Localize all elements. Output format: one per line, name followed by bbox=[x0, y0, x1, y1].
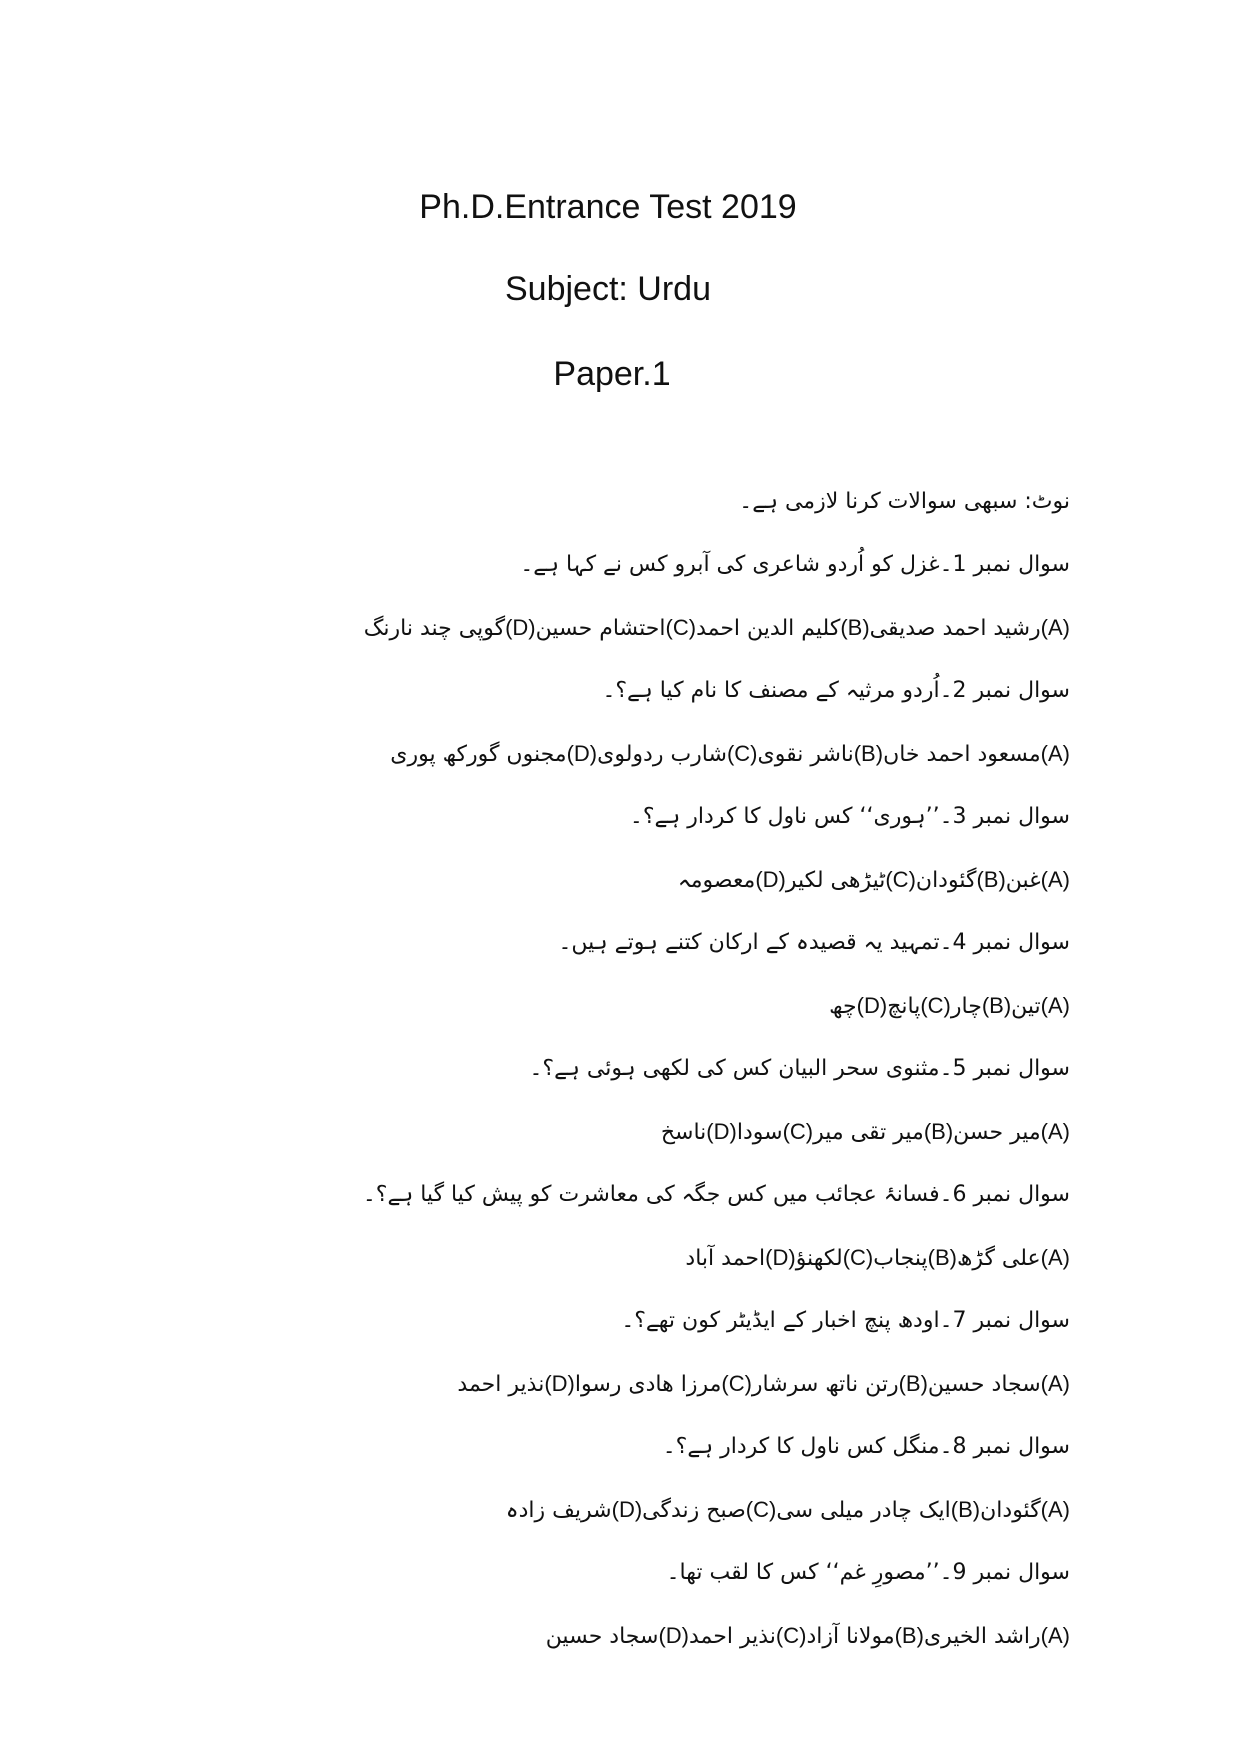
option-letter: (A) bbox=[1040, 615, 1070, 640]
option-text: مجنوں گورکھ پوری bbox=[390, 742, 567, 767]
option-text: احمد آباد bbox=[685, 1246, 766, 1271]
option-letter: (B) bbox=[950, 1497, 981, 1522]
options-5 bbox=[230, 1100, 1070, 1163]
options-9 bbox=[230, 1604, 1070, 1667]
option-letter: (B) bbox=[853, 741, 884, 766]
option-text: گوپی چند نارنگ bbox=[363, 616, 506, 641]
option-letter: (B) bbox=[840, 615, 870, 640]
question-4: سوال نمبر 4۔تمہید یہ قصیدہ کے ارکان کتنے ہوتے ہیں۔ bbox=[558, 930, 1070, 955]
option-letter: (B) bbox=[923, 1119, 954, 1144]
option-text: نذیر احمد bbox=[688, 1624, 776, 1649]
question-1: سوال نمبر 1۔غزل کو اُردو شاعری کی آبرو کس نے کہا ہے۔ bbox=[520, 552, 1070, 577]
option-text: گئودان bbox=[915, 868, 977, 893]
option-text: سجاد حسین bbox=[545, 1624, 659, 1649]
option-text: ٹیڑھی لکیر bbox=[785, 868, 886, 893]
question-list bbox=[230, 470, 1070, 1667]
question-2: سوال نمبر 2۔اُردو مرثیہ کے مصنف کا نام کیا ہے؟۔ bbox=[602, 678, 1070, 703]
option-letter: (C) bbox=[885, 867, 916, 892]
option-text: پانچ bbox=[887, 994, 921, 1019]
option-letter: (C) bbox=[920, 993, 951, 1018]
option-letter: (B) bbox=[981, 993, 1012, 1018]
option-text: سجاد حسین bbox=[927, 1372, 1041, 1397]
option-text: ایک چادر میلی سی bbox=[776, 1498, 951, 1523]
option-text: چار bbox=[950, 994, 982, 1019]
options-3 bbox=[230, 848, 1070, 911]
option-letter: (D) bbox=[544, 1371, 575, 1396]
options-2 bbox=[230, 722, 1070, 785]
option-letter: (C) bbox=[745, 1497, 777, 1522]
option-letter: (A) bbox=[1040, 867, 1070, 892]
option-text: میر حسن bbox=[953, 1120, 1041, 1145]
option-text: نذیر احمد bbox=[457, 1372, 545, 1397]
option-text: مولانا آزاد bbox=[806, 1624, 895, 1649]
option-text: مسعود احمد خاں bbox=[883, 742, 1041, 767]
subject-heading: Subject: Urdu bbox=[505, 270, 711, 308]
option-text: معصومہ bbox=[677, 868, 756, 893]
option-text: چھ bbox=[829, 994, 857, 1019]
option-letter: (A) bbox=[1040, 1623, 1070, 1648]
option-letter: (D) bbox=[505, 615, 536, 640]
option-text: سودا bbox=[736, 1120, 783, 1145]
option-text: غبن bbox=[1005, 868, 1041, 893]
option-letter: (A) bbox=[1040, 1119, 1070, 1144]
options-8 bbox=[230, 1478, 1070, 1541]
option-letter: (B) bbox=[976, 867, 1006, 892]
question-6: سوال نمبر 6۔فسانۂ عجائب میں کس جگہ کی معاشرت کو پیش کیا گیا ہے؟۔ bbox=[362, 1182, 1070, 1207]
question-7: سوال نمبر 7۔اودھ پنچ اخبار کے ایڈیٹر کون تھے؟۔ bbox=[621, 1308, 1070, 1333]
option-text: راشد الخیری bbox=[923, 1624, 1041, 1649]
option-letter: (C) bbox=[726, 741, 758, 766]
option-letter: (C) bbox=[775, 1623, 807, 1648]
option-text: رتن ناتھ سرشار bbox=[751, 1372, 899, 1397]
option-letter: (C) bbox=[721, 1371, 752, 1396]
option-letter: (A) bbox=[1040, 1371, 1070, 1396]
option-letter: (B) bbox=[898, 1371, 928, 1396]
option-text: علی گڑھ bbox=[956, 1246, 1041, 1271]
question-5: سوال نمبر 5۔مثنوی سحر البیان کس کی لکھی ہوئی ہے؟۔ bbox=[529, 1056, 1070, 1081]
option-letter: (A) bbox=[1040, 741, 1070, 766]
question-3: سوال نمبر 3۔’’ہوری‘‘ کس ناول کا کردار ہے؟۔ bbox=[629, 804, 1070, 829]
question-8: سوال نمبر 8۔منگل کس ناول کا کردار ہے؟۔ bbox=[662, 1434, 1070, 1459]
option-text: شریف زادہ bbox=[505, 1498, 612, 1523]
option-letter: (D) bbox=[856, 993, 888, 1018]
instruction-note: نوٹ: سبھی سوالات کرنا لازمی ہے۔ bbox=[739, 489, 1070, 514]
option-letter: (D) bbox=[706, 1119, 737, 1144]
option-text: شارب ردولوی bbox=[597, 742, 727, 767]
option-letter: (B) bbox=[927, 1245, 957, 1270]
option-letter: (D) bbox=[765, 1245, 796, 1270]
paper-heading: Paper.1 bbox=[553, 355, 671, 393]
option-text: لکھنؤ bbox=[795, 1246, 843, 1271]
option-text: صبح زندگی bbox=[642, 1498, 746, 1523]
option-letter: (C) bbox=[842, 1245, 874, 1270]
option-letter: (D) bbox=[611, 1497, 643, 1522]
option-text: ناشر نقوی bbox=[757, 742, 854, 767]
option-letter: (A) bbox=[1040, 993, 1070, 1018]
question-9: سوال نمبر 9۔’’مصورِ غم‘‘ کس کا لقب تھا۔ bbox=[666, 1560, 1070, 1585]
options-1 bbox=[230, 596, 1070, 659]
option-text: پنجاب bbox=[873, 1246, 928, 1271]
options-7 bbox=[230, 1352, 1070, 1415]
options-6 bbox=[230, 1226, 1070, 1289]
option-text: گئودان bbox=[980, 1498, 1041, 1523]
option-letter: (B) bbox=[894, 1623, 924, 1648]
option-text: کلیم الدین احمد bbox=[696, 616, 841, 641]
option-text: میر تقی میر bbox=[813, 1120, 924, 1145]
option-letter: (A) bbox=[1040, 1497, 1070, 1522]
page-title: Ph.D.Entrance Test 2019 bbox=[419, 188, 797, 226]
option-text: احتشام حسین bbox=[535, 616, 666, 641]
option-text: ناسخ bbox=[660, 1120, 707, 1145]
option-text: تین bbox=[1011, 994, 1041, 1019]
option-letter: (D) bbox=[658, 1623, 689, 1648]
option-text: مرزا ھادی رسوا bbox=[574, 1372, 722, 1397]
option-letter: (C) bbox=[665, 615, 697, 640]
option-letter: (D) bbox=[755, 867, 786, 892]
option-text: رشید احمد صدیقی bbox=[869, 616, 1041, 641]
option-letter: (D) bbox=[566, 741, 598, 766]
options-4 bbox=[230, 974, 1070, 1037]
option-letter: (A) bbox=[1040, 1245, 1070, 1270]
option-letter: (C) bbox=[782, 1119, 814, 1144]
